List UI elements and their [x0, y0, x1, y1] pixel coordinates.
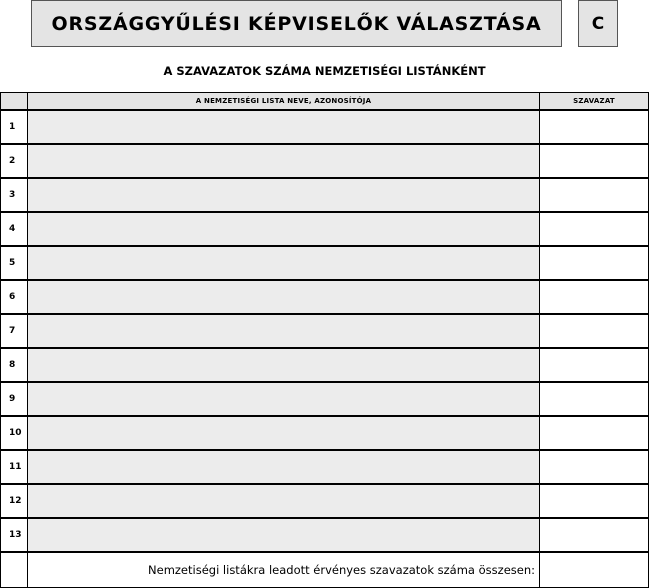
- table-row: [1, 212, 649, 246]
- votes-field[interactable]: [540, 382, 649, 416]
- row-number: 1: [1, 110, 28, 144]
- votes-field[interactable]: [540, 246, 649, 280]
- votes-field[interactable]: [540, 314, 649, 348]
- list-name-field[interactable]: [28, 280, 540, 314]
- section-subtitle: A SZAVAZATOK SZÁMA NEMZETISÉGI LISTÁNKÉNT: [163, 64, 486, 78]
- list-name-field[interactable]: [28, 348, 540, 382]
- list-name-field[interactable]: [28, 416, 540, 450]
- table-row: [1, 382, 649, 416]
- list-name-field[interactable]: [28, 144, 540, 178]
- row-number: 6: [1, 280, 28, 314]
- table-row: [1, 144, 649, 178]
- form-title: ORSZÁGGYŰLÉSI KÉPVISELŐK VÁLASZTÁSA: [31, 0, 562, 47]
- list-name-field[interactable]: [28, 484, 540, 518]
- votes-field[interactable]: [540, 212, 649, 246]
- total-label: Nemzetiségi listákra leadott érvényes szavazatok száma összesen:: [28, 552, 540, 588]
- row-number: 7: [1, 314, 28, 348]
- row-number-header: [1, 93, 28, 111]
- votes-field[interactable]: [540, 348, 649, 382]
- table-row: [1, 314, 649, 348]
- list-name-field[interactable]: [28, 178, 540, 212]
- list-name-field[interactable]: [28, 246, 540, 280]
- votes-field[interactable]: [540, 484, 649, 518]
- table-header-row: [1, 93, 649, 111]
- row-number: 11: [1, 450, 28, 484]
- vote-count-table: [0, 92, 649, 588]
- list-name-field[interactable]: [28, 518, 540, 552]
- list-name-field[interactable]: [28, 314, 540, 348]
- table-row: [1, 280, 649, 314]
- votes-header: SZAVAZAT: [540, 93, 649, 111]
- votes-field[interactable]: [540, 280, 649, 314]
- table-row: [1, 416, 649, 450]
- list-name-field[interactable]: [28, 212, 540, 246]
- total-votes-field[interactable]: [540, 552, 649, 588]
- votes-field[interactable]: [540, 110, 649, 144]
- votes-field[interactable]: [540, 144, 649, 178]
- votes-field[interactable]: [540, 178, 649, 212]
- row-number: 8: [1, 348, 28, 382]
- table-row: [1, 110, 649, 144]
- list-name-header: A NEMZETISÉGI LISTA NEVE, AZONOSÍTÓJA: [28, 93, 540, 111]
- form-code-badge: C: [578, 0, 618, 47]
- votes-field[interactable]: [540, 416, 649, 450]
- votes-field[interactable]: [540, 518, 649, 552]
- votes-field[interactable]: [540, 450, 649, 484]
- row-number: 13: [1, 518, 28, 552]
- list-name-field[interactable]: [28, 450, 540, 484]
- table-row: [1, 484, 649, 518]
- row-number: 10: [1, 416, 28, 450]
- list-name-field[interactable]: [28, 110, 540, 144]
- table-row: [1, 178, 649, 212]
- table-row: [1, 246, 649, 280]
- row-number: 9: [1, 382, 28, 416]
- row-number: 4: [1, 212, 28, 246]
- row-number: 3: [1, 178, 28, 212]
- total-row: [1, 552, 649, 588]
- row-number: 5: [1, 246, 28, 280]
- row-number: 2: [1, 144, 28, 178]
- table-row: [1, 348, 649, 382]
- total-row-number: [1, 552, 28, 588]
- list-name-field[interactable]: [28, 382, 540, 416]
- row-number: 12: [1, 484, 28, 518]
- table-row: [1, 450, 649, 484]
- table-row: [1, 518, 649, 552]
